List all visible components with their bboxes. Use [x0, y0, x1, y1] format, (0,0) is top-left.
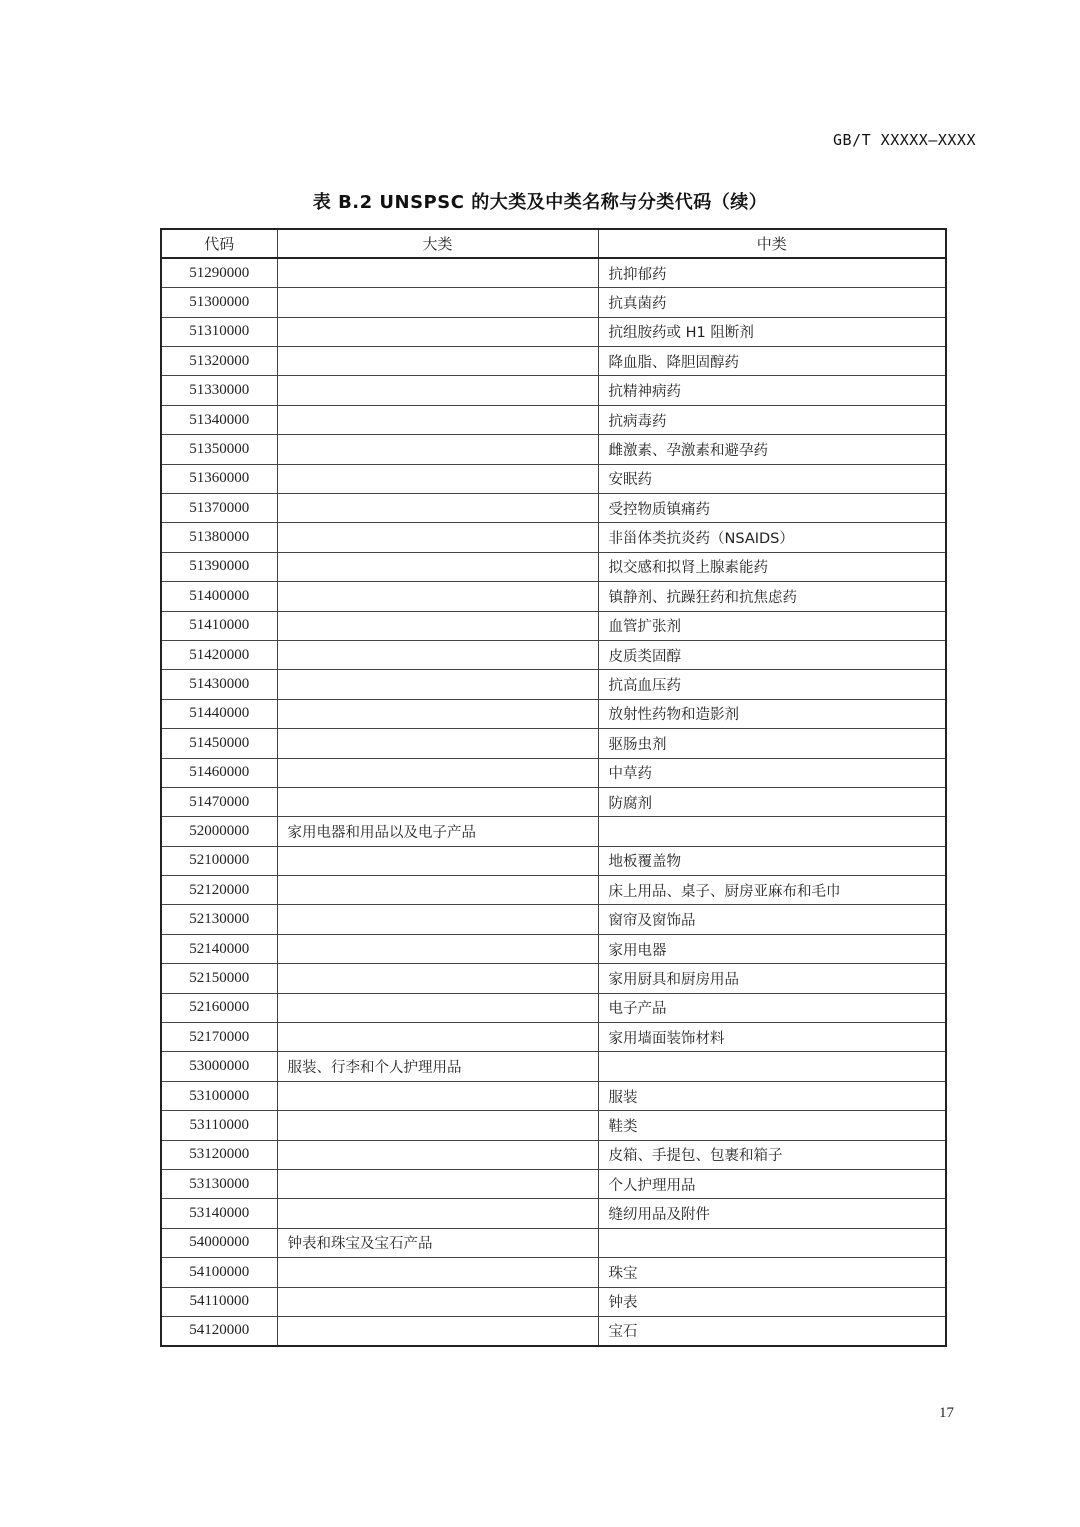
major-category-cell [277, 758, 598, 787]
major-category-cell [277, 905, 598, 934]
code-cell: 52100000 [161, 846, 277, 875]
major-category-cell [277, 552, 598, 581]
code-cell: 51340000 [161, 405, 277, 434]
table-row [161, 376, 946, 405]
mid-category-cell: 放射性药物和造影剂 [598, 699, 946, 728]
code-cell: 52120000 [161, 876, 277, 905]
mid-category-cell: 安眠药 [598, 464, 946, 493]
major-category-cell [277, 964, 598, 993]
code-cell: 52160000 [161, 993, 277, 1022]
major-category-cell [277, 464, 598, 493]
table-row [161, 494, 946, 523]
code-cell: 52140000 [161, 934, 277, 963]
major-category-cell [277, 1170, 598, 1199]
table-row [161, 1199, 946, 1228]
mid-category-cell: 皮质类固醇 [598, 640, 946, 669]
code-cell: 51380000 [161, 523, 277, 552]
mid-category-cell: 家用厨具和厨房用品 [598, 964, 946, 993]
code-cell: 51320000 [161, 347, 277, 376]
table-row [161, 934, 946, 963]
major-category-cell [277, 729, 598, 758]
table-row [161, 876, 946, 905]
table-row [161, 464, 946, 493]
mid-category-cell: 抗真菌药 [598, 288, 946, 317]
mid-category-cell: 服装 [598, 1081, 946, 1110]
table-row [161, 1111, 946, 1140]
table-row [161, 288, 946, 317]
column-header-major: 大类 [277, 229, 598, 258]
code-cell: 51390000 [161, 552, 277, 581]
major-category-cell: 服装、行李和个人护理用品 [277, 1052, 598, 1081]
major-category-cell [277, 494, 598, 523]
table-row [161, 435, 946, 464]
major-category-cell [277, 846, 598, 875]
major-category-cell [277, 435, 598, 464]
code-cell: 53120000 [161, 1140, 277, 1169]
table-row [161, 905, 946, 934]
column-header-code: 代码 [161, 229, 277, 258]
code-cell: 51460000 [161, 758, 277, 787]
table-row [161, 258, 946, 287]
major-category-cell [277, 288, 598, 317]
table-header-row [161, 229, 946, 258]
classification-table [160, 228, 947, 1347]
table-row [161, 1228, 946, 1257]
table-row [161, 1052, 946, 1081]
mid-category-cell: 抗精神病药 [598, 376, 946, 405]
code-cell: 51370000 [161, 494, 277, 523]
table-row [161, 1258, 946, 1287]
major-category-cell [277, 1287, 598, 1316]
code-cell: 51440000 [161, 699, 277, 728]
table-row [161, 1316, 946, 1345]
code-cell: 51420000 [161, 640, 277, 669]
mid-category-cell: 驱肠虫剂 [598, 729, 946, 758]
code-cell: 52150000 [161, 964, 277, 993]
code-cell: 53130000 [161, 1170, 277, 1199]
mid-category-cell: 家用墙面装饰材料 [598, 1023, 946, 1052]
table-row [161, 1081, 946, 1110]
mid-category-cell: 抗高血压药 [598, 670, 946, 699]
major-category-cell [277, 699, 598, 728]
major-category-cell [277, 347, 598, 376]
table-row [161, 1287, 946, 1316]
mid-category-cell: 电子产品 [598, 993, 946, 1022]
mid-category-cell: 鞋类 [598, 1111, 946, 1140]
mid-category-cell: 非甾体类抗炎药（NSAIDS） [598, 523, 946, 552]
major-category-cell [277, 670, 598, 699]
table-row [161, 964, 946, 993]
major-category-cell [277, 1111, 598, 1140]
code-cell: 53000000 [161, 1052, 277, 1081]
code-cell: 51360000 [161, 464, 277, 493]
code-cell: 51290000 [161, 258, 277, 287]
mid-category-cell: 中草药 [598, 758, 946, 787]
standard-code: GB/T XXXXX—XXXX [833, 131, 976, 149]
mid-category-cell: 地板覆盖物 [598, 846, 946, 875]
mid-category-cell: 钟表 [598, 1287, 946, 1316]
code-cell: 52130000 [161, 905, 277, 934]
major-category-cell [277, 582, 598, 611]
code-cell: 53140000 [161, 1199, 277, 1228]
code-cell: 51330000 [161, 376, 277, 405]
table-title: 表 B.2 UNSPSC 的大类及中类名称与分类代码（续） [312, 192, 768, 213]
mid-category-cell: 受控物质镇痛药 [598, 494, 946, 523]
mid-category-cell [598, 1228, 946, 1257]
code-cell: 51350000 [161, 435, 277, 464]
major-category-cell [277, 611, 598, 640]
table-row [161, 787, 946, 816]
major-category-cell [277, 1199, 598, 1228]
major-category-cell [277, 640, 598, 669]
major-category-cell [277, 1258, 598, 1287]
mid-category-cell: 宝石 [598, 1316, 946, 1345]
code-cell: 52170000 [161, 1023, 277, 1052]
table-row [161, 405, 946, 434]
table-row [161, 1140, 946, 1169]
code-cell: 51450000 [161, 729, 277, 758]
major-category-cell [277, 787, 598, 816]
table-row [161, 523, 946, 552]
table-row [161, 758, 946, 787]
major-category-cell: 钟表和珠宝及宝石产品 [277, 1228, 598, 1257]
code-cell: 51430000 [161, 670, 277, 699]
table-row [161, 993, 946, 1022]
mid-category-cell: 个人护理用品 [598, 1170, 946, 1199]
table-row [161, 817, 946, 846]
mid-category-cell: 缝纫用品及附件 [598, 1199, 946, 1228]
major-category-cell [277, 993, 598, 1022]
table-row [161, 846, 946, 875]
major-category-cell [277, 1081, 598, 1110]
table-body [161, 258, 946, 1345]
table-row [161, 640, 946, 669]
mid-category-cell: 雌激素、孕激素和避孕药 [598, 435, 946, 464]
table-row [161, 1170, 946, 1199]
code-cell: 51410000 [161, 611, 277, 640]
major-category-cell [277, 876, 598, 905]
table-row [161, 670, 946, 699]
table-row [161, 582, 946, 611]
mid-category-cell: 抗组胺药或 H1 阻断剂 [598, 317, 946, 346]
mid-category-cell: 降血脂、降胆固醇药 [598, 347, 946, 376]
major-category-cell [277, 317, 598, 346]
mid-category-cell: 抗抑郁药 [598, 258, 946, 287]
code-cell: 51470000 [161, 787, 277, 816]
table-row [161, 317, 946, 346]
mid-category-cell: 防腐剂 [598, 787, 946, 816]
mid-category-cell: 皮箱、手提包、包裹和箱子 [598, 1140, 946, 1169]
table-row [161, 1023, 946, 1052]
major-category-cell [277, 258, 598, 287]
major-category-cell [277, 1140, 598, 1169]
code-cell: 52000000 [161, 817, 277, 846]
mid-category-cell [598, 817, 946, 846]
page-number: 17 [939, 1405, 954, 1421]
mid-category-cell: 抗病毒药 [598, 405, 946, 434]
table-row [161, 729, 946, 758]
code-cell: 54100000 [161, 1258, 277, 1287]
code-cell: 53110000 [161, 1111, 277, 1140]
major-category-cell [277, 934, 598, 963]
major-category-cell: 家用电器和用品以及电子产品 [277, 817, 598, 846]
major-category-cell [277, 523, 598, 552]
mid-category-cell: 拟交感和拟肾上腺素能药 [598, 552, 946, 581]
mid-category-cell: 珠宝 [598, 1258, 946, 1287]
major-category-cell [277, 1023, 598, 1052]
mid-category-cell: 窗帘及窗饰品 [598, 905, 946, 934]
mid-category-cell: 家用电器 [598, 934, 946, 963]
major-category-cell [277, 1316, 598, 1345]
major-category-cell [277, 405, 598, 434]
mid-category-cell: 血管扩张剂 [598, 611, 946, 640]
code-cell: 51400000 [161, 582, 277, 611]
code-cell: 51310000 [161, 317, 277, 346]
code-cell: 54110000 [161, 1287, 277, 1316]
column-header-mid: 中类 [598, 229, 946, 258]
major-category-cell [277, 376, 598, 405]
code-cell: 51300000 [161, 288, 277, 317]
table-row [161, 699, 946, 728]
mid-category-cell: 镇静剂、抗躁狂药和抗焦虑药 [598, 582, 946, 611]
mid-category-cell [598, 1052, 946, 1081]
mid-category-cell: 床上用品、桌子、厨房亚麻布和毛巾 [598, 876, 946, 905]
code-cell: 53100000 [161, 1081, 277, 1110]
table-row [161, 347, 946, 376]
code-cell: 54000000 [161, 1228, 277, 1257]
table-row [161, 611, 946, 640]
table-row [161, 552, 946, 581]
code-cell: 54120000 [161, 1316, 277, 1345]
